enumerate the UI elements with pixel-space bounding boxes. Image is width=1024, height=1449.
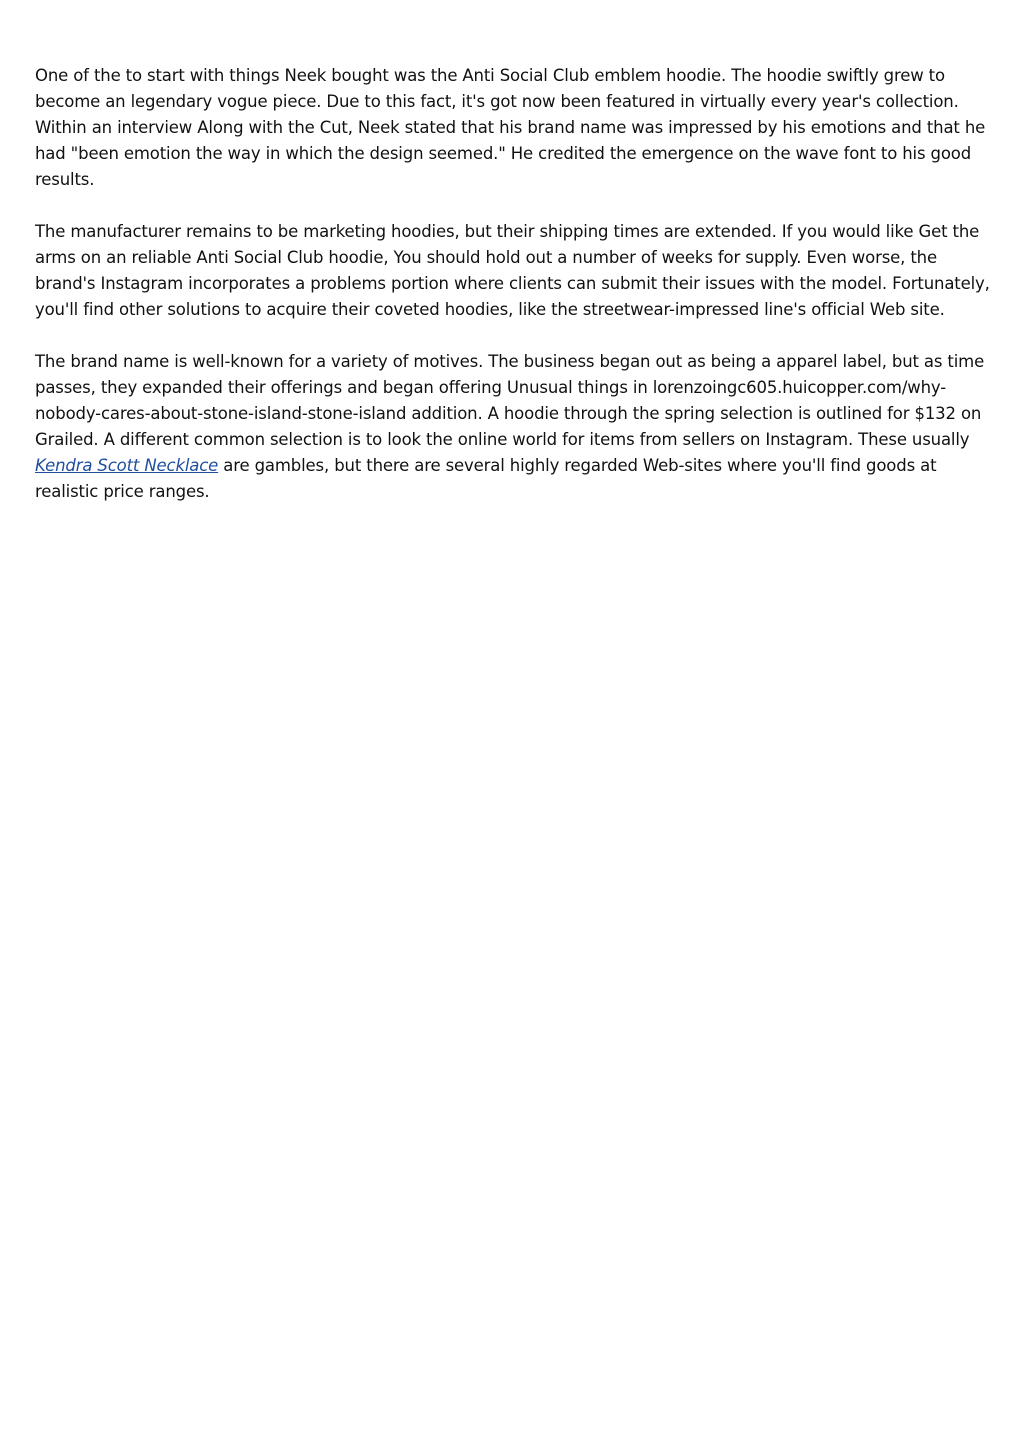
paragraph-3 bbox=[35, 349, 995, 505]
paragraph-3-text-after-link: are gambles, but there are several highly regarded Web-sites where you'll find goods at realistic price ranges. bbox=[35, 456, 937, 501]
paragraph-1: One of the to start with things Neek bought was the Anti Social Club emblem hoodie. The hoodie swiftly grew to become an legendary vogue piece. Due to this fact, it's got now been featured in virtually every year's collection. Within an interview Along with the Cut, Neek stated that his brand name was impressed by his emotions and that he had "been emotion the way in which the design seemed." He credited the emergence on the wave font to his good results. bbox=[35, 66, 986, 189]
paragraph-3-text-before-link: The brand name is well-known for a variety of motives. The business began out as being a apparel label, but as time passes, they expanded their offerings and began offering Unusual things in lorenzoingc605.huicopper.com/why-nobody-cares-about-stone-island-stone-island addition. A hoodie through the spring selection is outlined for $132 on Grailed. A different common selection is to look the online world for items from sellers on Instagram. These usually bbox=[35, 352, 985, 449]
kendra-scott-necklace-link[interactable]: Kendra Scott Necklace bbox=[35, 456, 219, 475]
paragraph-2: The manufacturer remains to be marketing hoodies, but their shipping times are extended. If you would like Get the arms on an reliable Anti Social Club hoodie, You should hold out a number of weeks for supply. Even worse, the brand's Instagram incorporates a problems portion where clients can submit their issues with the model. Fortunately, you'll find other solutions to acquire their coveted hoodies, like the streetwear-impressed line's official Web site. bbox=[35, 222, 990, 319]
document-body bbox=[35, 63, 995, 531]
